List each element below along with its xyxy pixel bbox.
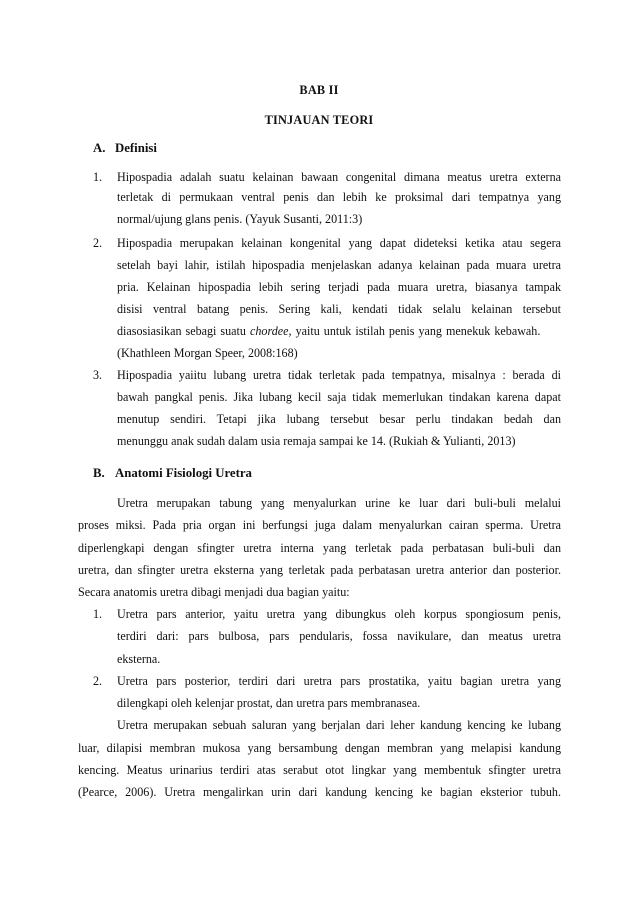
section-a-title: Definisi <box>115 141 157 155</box>
paragraph-line: (Pearce, 2006). Uretra mengalirkan urin dari kandung kencing ke bagian eksterior tubuh. <box>78 785 561 799</box>
paragraph-line: kencing. Meatus urinarius terdiri atas serabut otot lingkar yang membentuk sfingter uretra <box>78 763 561 777</box>
list-item-line: menunggu anak sudah dalam usia remaja sampai ke 14. (Rukiah & Yulianti, 2013) <box>117 434 516 448</box>
list-item-line: disisi ventral batang penis. Sering kali, kendati tidak selalu kelainan tersebut <box>117 302 561 316</box>
list-item-line: Hipospadia yaiitu lubang uretra tidak terletak pada tempatnya, misalnya : berada di <box>117 368 561 382</box>
text-span: yaitu untuk istilah penis yang menekuk kebawah. <box>295 324 541 338</box>
list-item-line: terletak di permukaan ventral penis dan lebih ke proksimal dari tempatnya yang <box>117 190 561 204</box>
paragraph-line: Uretra merupakan tabung yang menyalurkan urine ke luar dari buli-buli melalui <box>117 496 561 510</box>
section-a-heading <box>93 141 157 156</box>
page-title: TINJAUAN TEORI <box>264 113 374 127</box>
chapter-label: BAB II <box>299 83 339 97</box>
paragraph-line: proses miksi. Pada pria organ ini berfungsi juga dalam menyalurkan cairan sperma. Uretra <box>78 518 561 532</box>
list-item-line: Hipospadia merupakan kelainan kongenital yang dapat dideteksi ketika atau segera <box>117 236 561 250</box>
paragraph-line: uretra, dan sfingter uretra eksterna yang terletak pada perbatasan uretra anterior dan posterior. <box>78 563 561 577</box>
list-item-line: dilengkapi oleh kelenjar prostat, dan uretra pars membranasea. <box>117 696 421 710</box>
list-item-line: eksterna. <box>117 652 161 666</box>
list-item-line: Uretra pars posterior, terdiri dari uretra pars prostatika, yaitu bagian uretra yang <box>117 674 561 688</box>
list-item-line: Hipospadia adalah suatu kelainan bawaan congenital dimana meatus uretra externa <box>117 170 561 184</box>
list-item-line: normal/ujung glans penis. (Yayuk Susanti, 2011:3) <box>117 212 363 226</box>
list-number: 3. <box>93 368 103 382</box>
list-item-line: pria. Kelainan hipospadia lebih sering terjadi pada muara uretra, biasanya tampak <box>117 280 561 294</box>
section-b-heading <box>93 466 252 481</box>
paragraph-line: Secara anatomis uretra dibagi menjadi dua bagian yaitu: <box>78 585 350 599</box>
list-item-line: terdiri dari: pars bulbosa, pars pendularis, fossa navikulare, dan meatus uretra <box>117 629 561 643</box>
paragraph-line: diperlengkapi dengan sfingter uretra interna yang terletak pada perbatasan buli-buli dan <box>78 541 561 555</box>
section-a-letter: A. <box>93 141 106 155</box>
list-number: 1. <box>93 607 103 621</box>
paragraph-line: Uretra merupakan sebuah saluran yang berjalan dari leher kandung kencing ke lubang <box>117 718 561 732</box>
section-b-title: Anatomi Fisiologi Uretra <box>115 466 252 480</box>
list-item-line: bawah pangkal penis. Jika lubang kecil saja tidak memerlukan tindakan karena dapat <box>117 390 561 404</box>
section-b-letter: B. <box>93 466 105 480</box>
list-item-line: (Khathleen Morgan Speer, 2008:168) <box>117 346 298 360</box>
list-number: 2. <box>93 674 103 688</box>
list-item-line: Uretra pars anterior, yaitu uretra yang dibungkus oleh korpus spongiosum penis, <box>117 607 561 621</box>
list-item-line: setelah bayi lahir, istilah hipospadia menjelaskan adanya kelainan pada muara uretra <box>117 258 561 272</box>
list-number: 2. <box>93 236 103 250</box>
list-item-line <box>117 324 561 339</box>
text-span: diasosiasikan sebagi suatu <box>117 324 246 338</box>
paragraph-line: luar, dilapisi membran mukosa yang bersambung dengan membran yang melapisi kandung <box>78 741 561 755</box>
list-number: 1. <box>93 170 103 184</box>
italic-term: chordee, <box>250 324 292 338</box>
list-item-line: menutup sendiri. Tetapi jika lubang tersebut besar perlu tindakan bedah dan <box>117 412 561 426</box>
